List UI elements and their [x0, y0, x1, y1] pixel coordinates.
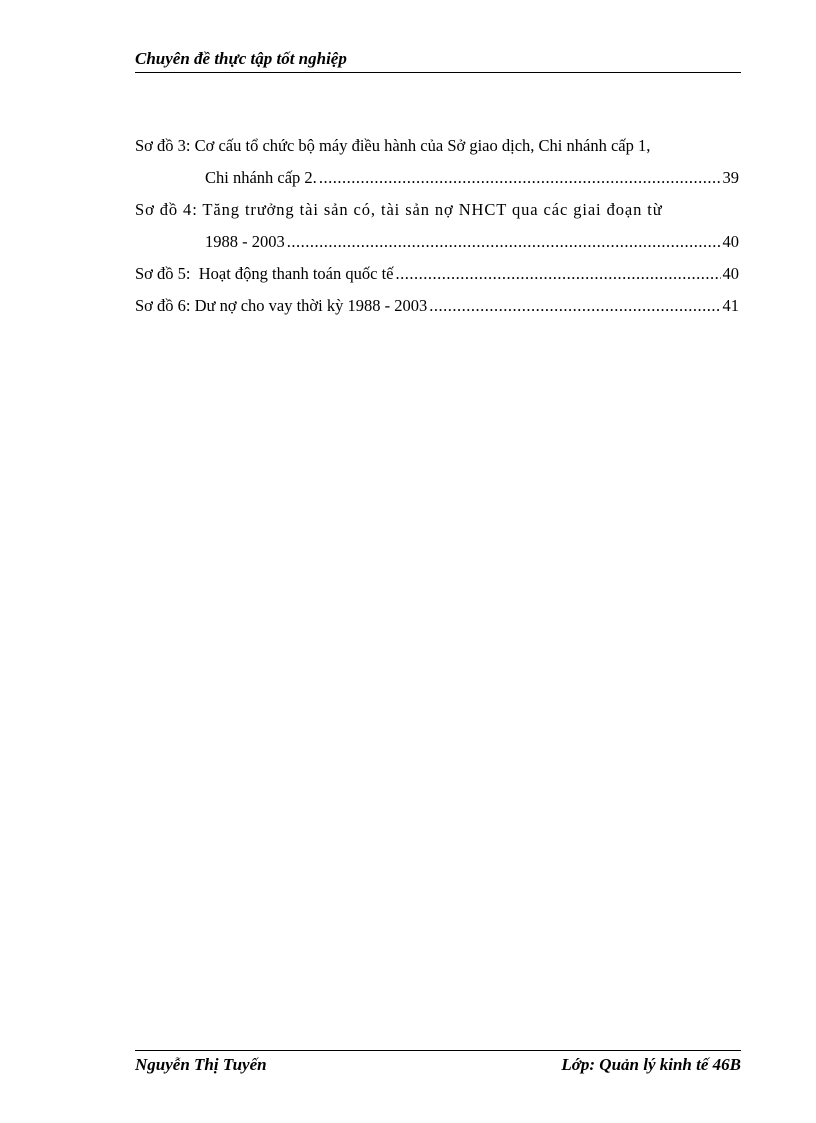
toc-page-number: 39 [722, 168, 739, 187]
toc-entry-title: Sơ đồ 4: Tăng trưởng tài sản có, tài sản nợ NHCT qua các giai đoạn từ [135, 200, 663, 219]
dot-leader [287, 226, 721, 258]
toc-entry-so-do-5[interactable] [135, 258, 739, 290]
toc-entry-so-do-4[interactable] [135, 194, 739, 258]
page-footer [135, 1050, 741, 1077]
footer-class: Lớp: Quản lý kinh tế 46B [561, 1055, 741, 1074]
toc-page-number: 41 [722, 296, 739, 315]
toc-entry-line [135, 130, 739, 162]
toc-entry-line [135, 194, 739, 226]
toc-entry-continuation [135, 226, 739, 258]
dot-leader [429, 290, 720, 322]
toc-page-number: 40 [722, 232, 739, 251]
header-title: Chuyên đề thực tập tốt nghiệp [135, 49, 347, 68]
table-of-figures [135, 130, 739, 322]
toc-entry-so-do-6[interactable] [135, 290, 739, 322]
page-header [135, 48, 741, 73]
dot-leader [319, 162, 721, 194]
toc-entry-line [135, 290, 739, 322]
toc-entry-title-cont: 1988 - 2003 [205, 232, 285, 251]
toc-entry-title: Sơ đồ 5: Hoạt động thanh toán quốc tế [135, 264, 394, 283]
toc-page-number: 40 [722, 264, 739, 283]
dot-leader [395, 258, 720, 290]
toc-entry-line [135, 258, 739, 290]
toc-entry-title: Sơ đồ 6: Dư nợ cho vay thời kỳ 1988 - 2003 [135, 296, 428, 315]
toc-entry-title-cont: Chi nhánh cấp 2. [205, 168, 317, 187]
toc-entry-title: Sơ đồ 3: Cơ cấu tổ chức bộ máy điều hành của Sở giao dịch, Chi nhánh cấp 1, [135, 136, 651, 155]
toc-entry-continuation [135, 162, 739, 194]
toc-entry-so-do-3[interactable] [135, 130, 739, 194]
footer-author: Nguyễn Thị Tuyến [135, 1055, 267, 1074]
